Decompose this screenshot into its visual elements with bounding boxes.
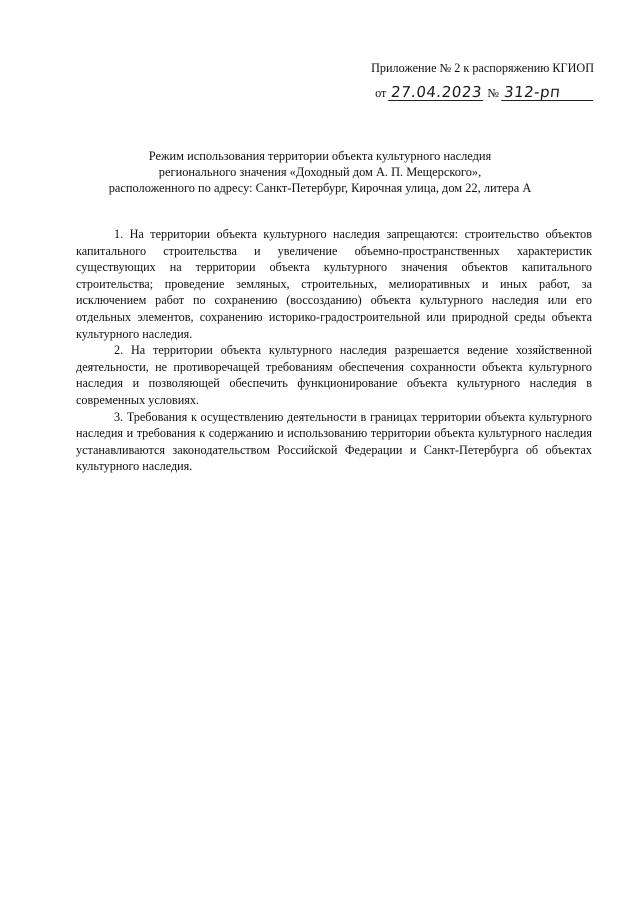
appendix-header-block (371, 60, 594, 101)
handwritten-date: 27.04.2023 (390, 83, 484, 101)
title-line-3: расположенного по адресу: Санкт-Петербург, Кирочная улица, дом 22, литера А (108, 181, 532, 195)
document-body (76, 226, 592, 475)
title-line-1: Режим использования территории объекта культурного наследия (148, 149, 492, 163)
date-prefix: от (375, 86, 387, 100)
handwritten-number: 312-рп (501, 84, 595, 101)
title-line-2: регионального значения «Доходный дом А. П. Мещерского», (158, 165, 482, 179)
number-prefix: № (487, 86, 499, 100)
document-title (0, 148, 640, 196)
appendix-date-number-line (371, 84, 594, 101)
paragraph-3: 3. Требования к осуществлению деятельности в границах территории объекта культурного наследия и требования к содержанию и использованию территории объекта культурного наследия устанавливаются законодательством Российской Федерации и Санкт-Петербурга об объектах культурного наследия. (76, 409, 592, 474)
appendix-header: Приложение № 2 к распоряжению КГИОП (371, 61, 594, 75)
paragraph-2: 2. На территории объекта культурного наследия разрешается ведение хозяйственной деятельности, не противоречащей требованиям обеспечения сохранности объекта культурного наследия и позволяющей обеспечить функционирование объекта культурного наследия в современных условиях. (76, 343, 592, 407)
paragraph-1: 1. На территории объекта культурного наследия запрещаются: строительство объектов капитального строительства и увеличение объемно-пространственных характеристик существующих на территории объекта культурного значения объектов капитального строительства; проведение земляных, строительных, мелиоративных и иных работ, за исключением работ по сохранению (воссозданию) объекта культурного наследия или его отдельных элементов, сохранению историко-градостроительной или природной среды объекта культурного наследия. (76, 227, 592, 341)
